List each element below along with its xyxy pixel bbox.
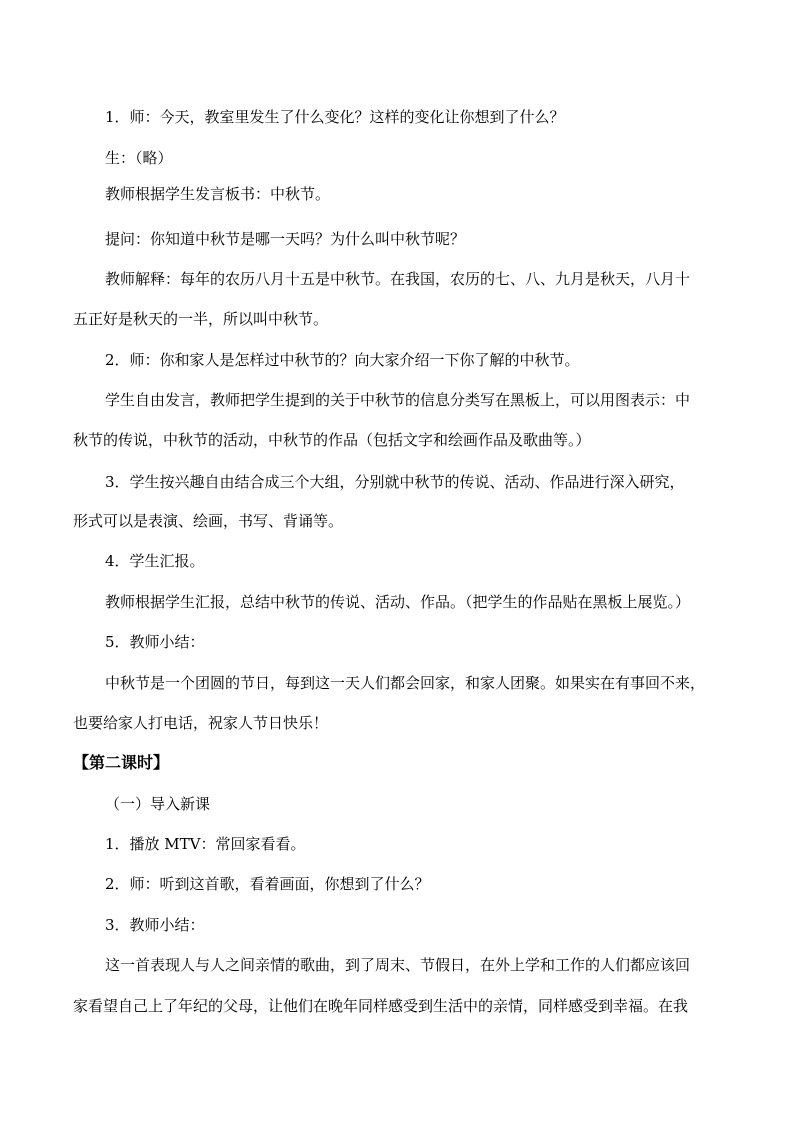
paragraph-line: 1．播放 MTV：常回家看看。: [105, 835, 306, 853]
paragraph-line: 也要给家人打电话，祝家人节日快乐！: [73, 714, 329, 732]
section-heading: 【第二课时】: [73, 753, 170, 772]
paragraph-line: 4．学生汇报。: [105, 552, 205, 570]
paragraph-line: 秋节的传说，中秋节的活动，中秋节的作品（包括文字和绘画作品及歌曲等。）: [73, 431, 591, 449]
paragraph-line: 2．师：听到这首歌，看着画面，你想到了什么？: [105, 875, 430, 893]
paragraph-line: 教师解释：每年的农历八月十五是中秋节。在我国，农历的七、八、九月是秋天，八月十: [105, 270, 691, 288]
paragraph-line: 1．师：今天，教室里发生了什么变化？这样的变化让你想到了什么？: [105, 108, 565, 126]
paragraph-line: 5．教师小结：: [105, 633, 205, 651]
paragraph-line: 五正好是秋天的一半，所以叫中秋节。: [73, 310, 329, 328]
paragraph-line: 学生自由发言，教师把学生提到的关于中秋节的信息分类写在黑板上，可以用图表示：中: [105, 391, 691, 409]
paragraph-line: 中秋节是一个团圆的节日，每到这一天人们都会回家，和家人团聚。如果实在有事回不来，: [105, 674, 706, 692]
paragraph-line: 家看望自己上了年纪的父母，让他们在晚年同样感受到生活中的亲情，同样感受到幸福。在我: [73, 997, 689, 1015]
paragraph-line: 提问：你知道中秋节是哪一天吗？为什么叫中秋节呢？: [105, 230, 466, 248]
paragraph-line: 3．学生按兴趣自由结合成三个大组，分别就中秋节的传说、活动、作品进行深入研究，: [105, 473, 685, 491]
paragraph-line: 形式可以是表演、绘画，书写、背诵等。: [73, 512, 344, 530]
paragraph-line: 教师根据学生发言板书：中秋节。: [105, 185, 331, 203]
paragraph-line: 3．教师小结：: [105, 916, 205, 934]
subsection-heading: （一）导入新课: [105, 795, 211, 813]
paragraph-line: 教师根据学生汇报，总结中秋节的传说、活动、作品。（把学生的作品贴在黑板上展览。）: [105, 593, 691, 611]
paragraph-line: 2．师：你和家人是怎样过中秋节的？向大家介绍一下你了解的中秋节。: [105, 351, 580, 369]
paragraph-line: 生：（略）: [105, 149, 173, 167]
paragraph-line: 这一首表现人与人之间亲情的歌曲，到了周末、节假日，在外上学和工作的人们都应该回: [105, 956, 691, 974]
